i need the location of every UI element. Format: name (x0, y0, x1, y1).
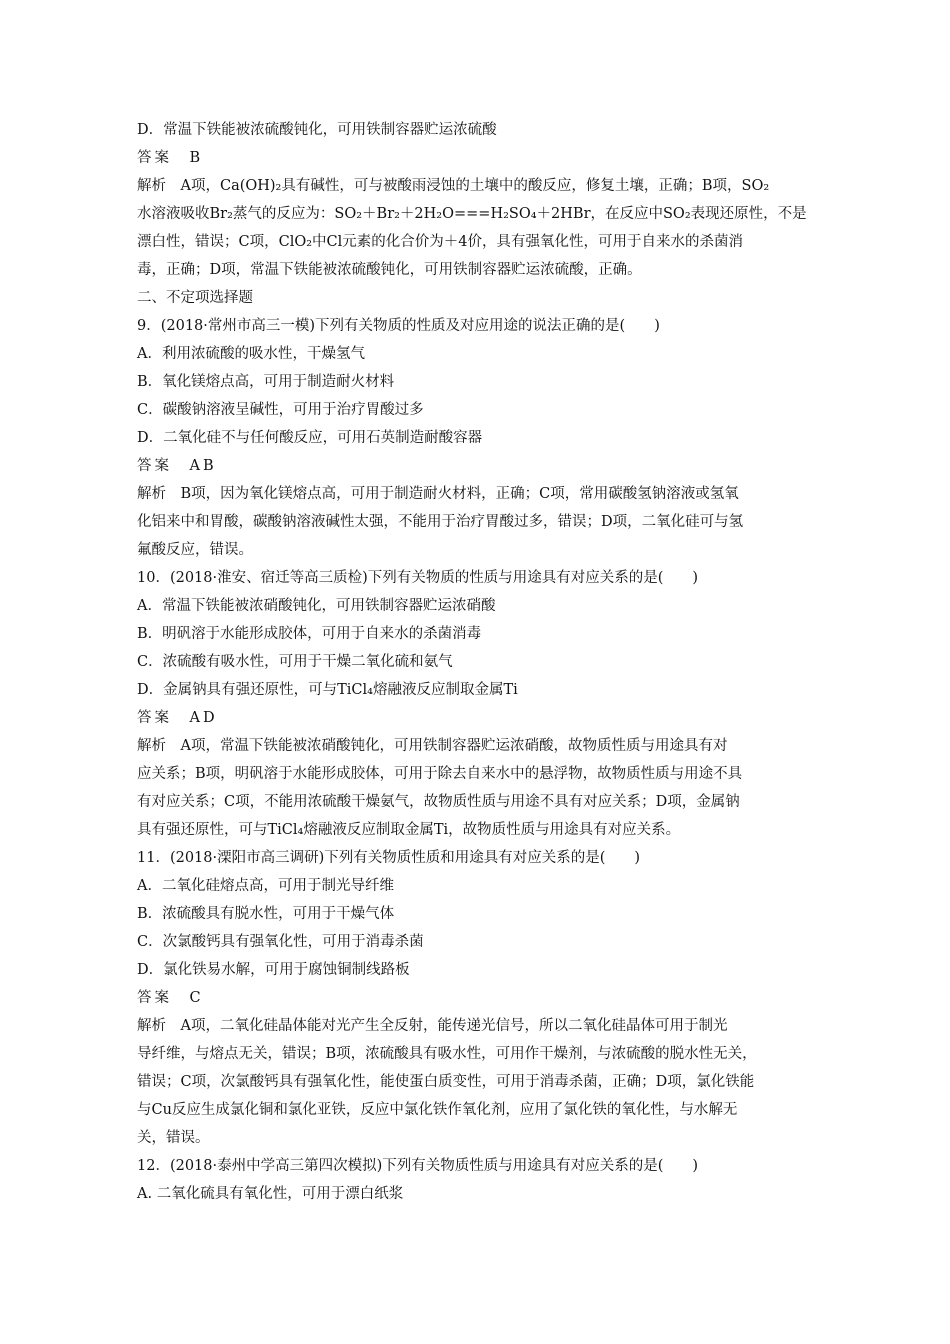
analysis-line: 有对应关系；C项，不能用浓硫酸干燥氨气，故物质性质与用途不具有对应关系；D项，金属钠 (137, 794, 740, 810)
section-heading: 二、不定项选择题 (137, 290, 253, 306)
option-line: D．氯化铁易水解，可用于腐蚀铜制线路板 (137, 962, 410, 978)
option-line: A．二氧化硅熔点高，可用于制光导纤维 (137, 878, 394, 894)
analysis-line: 解析 B项，因为氧化镁熔点高，可用于制造耐火材料，正确；C项，常用碳酸氢钠溶液或氢氧 (137, 486, 739, 502)
analysis-line: 水溶液吸收Br₂蒸气的反应为：SO₂＋Br₂＋2H₂O===H₂SO₄＋2HBr，在反应中SO₂表现还原性，不是 (137, 206, 807, 222)
analysis-line: 化铝来中和胃酸，碳酸钠溶液碱性太强，不能用于治疗胃酸过多，错误；D项，二氧化硅可与氢 (137, 514, 744, 530)
analysis-line: 毒，正确；D项，常温下铁能被浓硫酸钝化，可用铁制容器贮运浓硫酸，正确。 (137, 262, 642, 278)
question-stem: 10．(2018·淮安、宿迁等高三质检)下列有关物质的性质与用途具有对应关系的是( ) (137, 570, 699, 586)
option-line: C．浓硫酸有吸水性，可用于干燥二氧化硫和氨气 (137, 654, 453, 670)
analysis-line: 漂白性，错误；C项，ClO₂中Cl元素的化合价为＋4价，具有强氧化性，可用于自来水的杀菌消 (137, 234, 743, 250)
answer-line: 答案 C (137, 990, 204, 1006)
option-line: C．碳酸钠溶液呈碱性，可用于治疗胃酸过多 (137, 402, 424, 418)
option-line: D．金属钠具有强还原性，可与TiCl₄熔融液反应制取金属Ti (137, 682, 518, 698)
analysis-line: 错误；C项，次氯酸钙具有强氧化性，能使蛋白质变性，可用于消毒杀菌，正确；D项，氯化铁能 (137, 1074, 755, 1090)
analysis-line: 导纤维，与熔点无关，错误；B项，浓硫酸具有吸水性，可用作干燥剂，与浓硫酸的脱水性无关， (137, 1046, 757, 1062)
analysis-line: 氟酸反应，错误。 (137, 542, 253, 558)
question-stem: 12．(2018·泰州中学高三第四次模拟)下列有关物质性质与用途具有对应关系的是( ) (137, 1158, 699, 1174)
option-line: A. 二氧化硫具有氧化性，可用于漂白纸浆 (137, 1186, 404, 1202)
option-line: A．利用浓硫酸的吸水性，干燥氢气 (137, 346, 365, 362)
answer-line: 答案 B (137, 150, 204, 166)
analysis-line: 解析 A项，Ca(OH)₂具有碱性，可与被酸雨浸蚀的土壤中的酸反应，修复土壤，正确；B项，SO₂ (137, 178, 770, 194)
option-line: B．明矾溶于水能形成胶体，可用于自来水的杀菌消毒 (137, 626, 482, 642)
analysis-line: 具有强还原性，可与TiCl₄熔融液反应制取金属Ti，故物质性质与用途具有对应关系。 (137, 822, 681, 838)
option-line: B．浓硫酸具有脱水性，可用于干燥气体 (137, 906, 395, 922)
answer-line: 答案 AD (137, 710, 218, 726)
analysis-line: 关，错误。 (137, 1130, 210, 1146)
option-line: D．二氧化硅不与任何酸反应，可用石英制造耐酸容器 (137, 430, 483, 446)
analysis-line: 解析 A项，常温下铁能被浓硝酸钝化，可用铁制容器贮运浓硝酸，故物质性质与用途具有对 (137, 738, 728, 754)
question-stem: 9．(2018·常州市高三一模)下列有关物质的性质及对应用途的说法正确的是( ) (137, 318, 660, 334)
question-stem: 11．(2018·溧阳市高三调研)下列有关物质性质和用途具有对应关系的是( ) (137, 850, 641, 866)
analysis-line: 与Cu反应生成氯化铜和氯化亚铁，反应中氯化铁作氧化剂，应用了氯化铁的氧化性，与水解无 (137, 1102, 738, 1118)
analysis-line: 解析 A项，二氧化硅晶体能对光产生全反射，能传递光信号，所以二氧化硅晶体可用于制光 (137, 1018, 728, 1034)
analysis-line: 应关系；B项，明矾溶于水能形成胶体，可用于除去自来水中的悬浮物，故物质性质与用途不具 (137, 766, 743, 782)
answer-line: 答案 AB (137, 458, 217, 474)
option-line: A．常温下铁能被浓硝酸钝化，可用铁制容器贮运浓硝酸 (137, 598, 496, 614)
option-line: D．常温下铁能被浓硫酸钝化，可用铁制容器贮运浓硫酸 (137, 122, 497, 138)
option-line: C．次氯酸钙具有强氧化性，可用于消毒杀菌 (137, 934, 424, 950)
option-line: B．氧化镁熔点高，可用于制造耐火材料 (137, 374, 395, 390)
